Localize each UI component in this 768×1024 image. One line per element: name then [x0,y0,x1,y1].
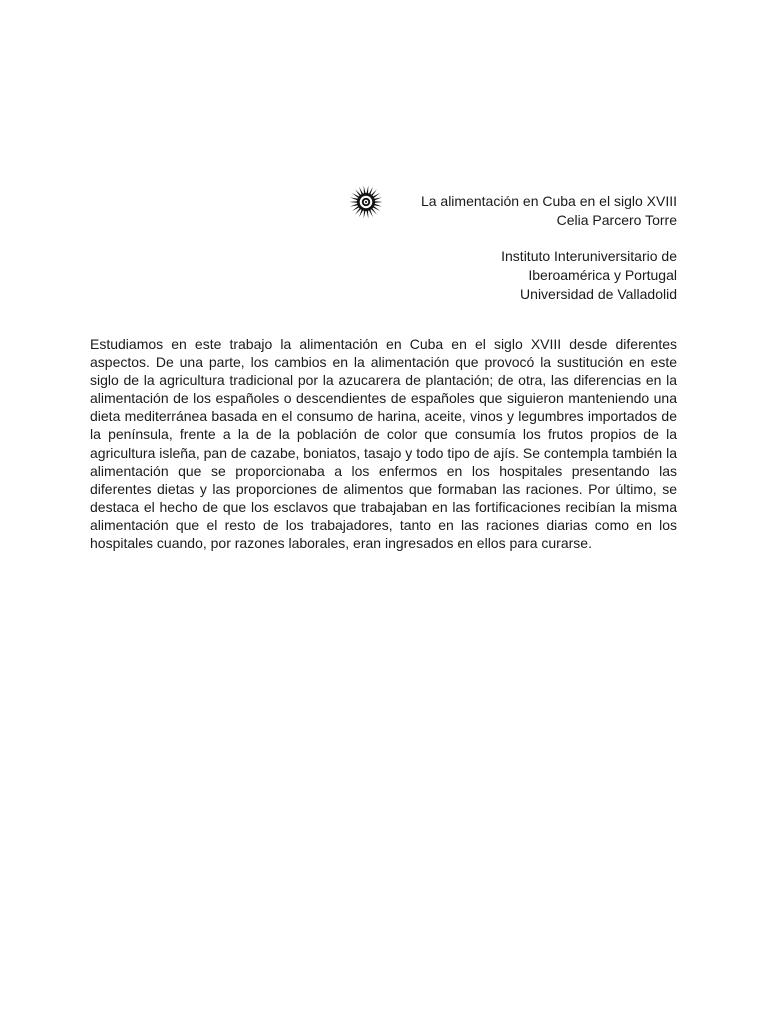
affiliation-line: Iberoamérica y Portugal [528,267,677,283]
affiliation-line: Instituto Interuniversitario de [501,248,677,264]
header-block [421,192,677,304]
abstract-paragraph: Estudiamos en este trabajo la alimentación en Cuba en el siglo XVIII desde diferentes aspectos. De una parte, los cambios en la alimentación que provocó la sustitución en este siglo de la agricultura tradicional por la azucarera de plantación; de otra, las diferencias en la alimentación de los españoles o descendientes de españoles que siguieron manteniendo una dieta mediterránea basada en el consumo de harina, aceite, vinos y legumbres importados de la península, frente a la de la población de color que consumía los frutos propios de la agricultura isleña, pan de cazabe, boniatos, tasajo y todo tipo de ajís. Se contempla también la alimentación que se proporcionaba a los enfermos en los hospitales presentando las diferentes dietas y las proporciones de alimentos que formaban las raciones. Por último, se destaca el hecho de que los esclavos que trabajaban en las fortificaciones recibían la misma alimentación que el resto de los trabajadores, tanto en las raciones diarias como en los hospitales cuando, por razones laborales, eran ingresados en ellos para curarse. [90,336,677,552]
affiliation-line: Universidad de Valladolid [520,286,677,302]
affiliation [421,247,677,304]
sunburst-seal-icon [347,183,385,221]
author-name: Celia Parcero Torre [556,212,677,228]
paper-title: La alimentación en Cuba en el siglo XVIII [420,193,677,209]
